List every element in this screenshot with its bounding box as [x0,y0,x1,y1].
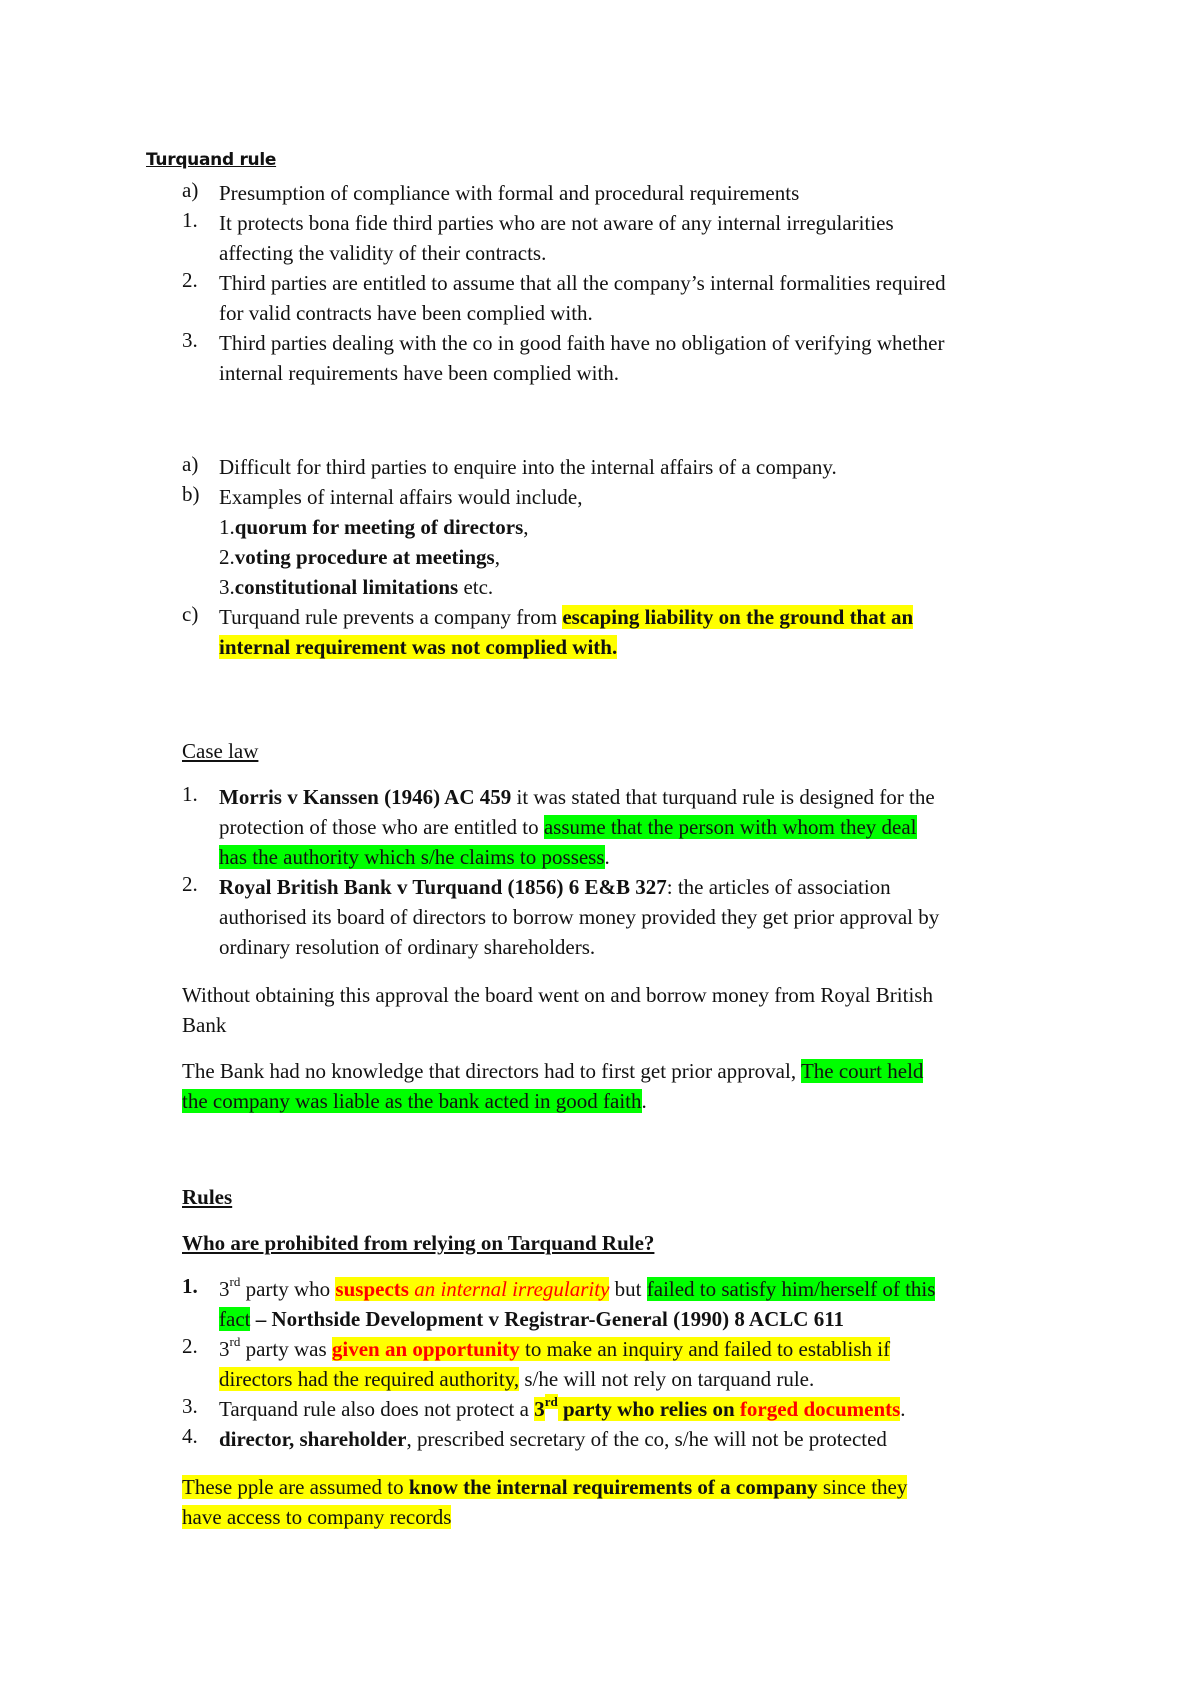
text-line [219,1274,1099,1304]
text-run: party who [240,1277,336,1301]
example-bold: voting procedure at meetings [234,545,495,569]
highlight-green: failed to satisfy him/herself of this [646,1277,936,1301]
paragraph [182,980,933,1040]
highlight-yellow: to make an inquiry and failed to establish if [519,1337,891,1361]
text-run: The Bank had no knowledge that directors had to first get prior approval, [182,1059,801,1083]
example-item [219,572,493,602]
list-marker: 3. [182,1394,198,1418]
example-bold: quorum for meeting of directors [234,515,524,539]
example-item [219,542,500,572]
list-text [219,782,1099,872]
highlight-red-text: suspects [335,1277,415,1301]
text-line [182,1056,923,1086]
text-run: party was [240,1337,332,1361]
text-line [219,1304,1099,1334]
highlight-yellow: escaping liability on the ground that an [562,605,914,629]
highlight-yellow: since they [817,1475,908,1499]
text-line: It protects bona fide third parties who are not aware of any internal irregularities [219,211,894,235]
list-text [219,328,1099,388]
example-rest: etc. [458,575,494,599]
text-line [219,812,1099,842]
highlight-green: has the authority which s/he claims to possess [219,845,605,869]
text-line [182,1502,907,1532]
case-name: Royal British Bank v Turquand (1856) 6 E&B 327 [219,875,667,899]
text-line [219,602,1099,632]
highlight-yellow: 3 [534,1397,545,1421]
text-line [219,872,1099,902]
list-text [219,268,1099,328]
text-run: 3 [219,1277,230,1301]
list-marker: a) [182,178,199,202]
case-name: – Northside Development v Registrar-General (1990) 8 ACLC 611 [250,1307,845,1331]
list-marker: 2. [182,872,198,896]
superscript: rd [544,1394,558,1409]
list-text: Examples of internal affairs would include, [219,485,583,509]
example-item [219,512,529,542]
text-line: ordinary resolution of ordinary shareholders. [219,935,596,959]
highlight-yellow: directors had the required authority, [219,1367,520,1391]
list-text [219,602,1099,662]
text-run: . [604,845,610,869]
text-line [219,632,1099,662]
list-marker: c) [182,602,199,626]
text-line [219,1424,1099,1454]
text-run: : the articles of association [666,875,891,899]
text-run: 3 [219,1337,230,1361]
text-line: Without obtaining this approval the board went on and borrow money from Royal British [182,983,933,1007]
highlight-green: assume that the person with whom they deal [543,815,917,839]
case-name: Morris v Kanssen (1946) AC 459 [219,785,512,809]
text-line [219,842,1099,872]
paragraph [182,1056,923,1116]
highlight-yellow: have access to company records [182,1505,452,1529]
rules-subheading: Who are prohibited from relying on Tarquand Rule? [182,1231,655,1255]
list-text: Presumption of compliance with formal and procedural requirements [219,181,800,205]
example-number: 1. [219,515,235,539]
list-marker: 1. [182,782,198,806]
highlight-red-text: given an opportunity [331,1337,520,1361]
list-text [219,872,1099,962]
list-marker: b) [182,482,200,506]
text-run: s/he will not rely on tarquand rule. [519,1367,815,1391]
text-run: Tarquand rule also does not protect a [219,1397,535,1421]
list-marker: 2. [182,1334,198,1358]
highlight-yellow: These pple are assumed to [182,1475,409,1499]
text-run: it was stated that turquand rule is designed for the [511,785,935,809]
page-title: Turquand rule [146,150,277,170]
text-line: internal requirements have been complied with. [219,361,620,385]
text-run: but [609,1277,647,1301]
text-line [219,782,1099,812]
highlight-yellow: internal requirement was not complied with. [219,635,618,659]
example-number: 2. [219,545,235,569]
text-line: authorised its board of directors to borrow money provided they get prior approval by [219,905,940,929]
text-run: Turquand rule prevents a company from [219,605,563,629]
list-text: Difficult for third parties to enquire into the internal affairs of a company. [219,455,837,479]
text-line [219,1394,1099,1424]
list-text [219,208,1099,268]
list-text [219,1334,1099,1394]
text-run: protection of those who are entitled to [219,815,544,839]
text-line: Bank [182,1013,227,1037]
highlight-green: fact [219,1307,251,1331]
superscript: rd [229,1334,241,1349]
case-law-heading: Case law [182,739,259,763]
text-line: affecting the validity of their contracts. [219,241,547,265]
highlight-green: the company was liable as the bank acted in good faith [182,1089,642,1113]
list-marker: a) [182,452,199,476]
list-marker: 1. [182,1274,198,1298]
list-text [219,1424,1099,1454]
text-line: Third parties dealing with the co in good faith have no obligation of verifying whether [219,331,945,355]
example-rest: , [523,515,529,539]
list-marker: 4. [182,1424,198,1448]
list-marker: 1. [182,208,198,232]
text-run: director, shareholder [219,1427,407,1451]
list-text [219,1394,1099,1424]
highlight-yellow: know the internal requirements of a company [408,1475,818,1499]
example-bold: constitutional limitations [234,575,459,599]
text-run: , prescribed secretary of the co, s/he will not be protected [406,1427,887,1451]
highlight-red-text: forged documents [739,1397,901,1421]
list-marker: 2. [182,268,198,292]
list-text [219,1274,1099,1334]
highlight-yellow: party who relies on [557,1397,740,1421]
closing-paragraph [182,1472,907,1532]
highlight-green: The court held [800,1059,924,1083]
text-line: Third parties are entitled to assume that all the company’s internal formalities required [219,271,946,295]
text-run: . [641,1089,647,1113]
superscript: rd [229,1274,241,1289]
text-line [219,1364,1099,1394]
text-run: . [900,1397,906,1421]
text-line [219,1334,1099,1364]
text-line: for valid contracts have been complied with. [219,301,593,325]
text-line [182,1472,907,1502]
example-number: 3. [219,575,235,599]
text-line [182,1086,923,1116]
example-rest: , [494,545,500,569]
highlight-red-text: an internal irregularity [414,1277,610,1301]
list-marker: 3. [182,328,198,352]
rules-heading: Rules [182,1185,233,1209]
